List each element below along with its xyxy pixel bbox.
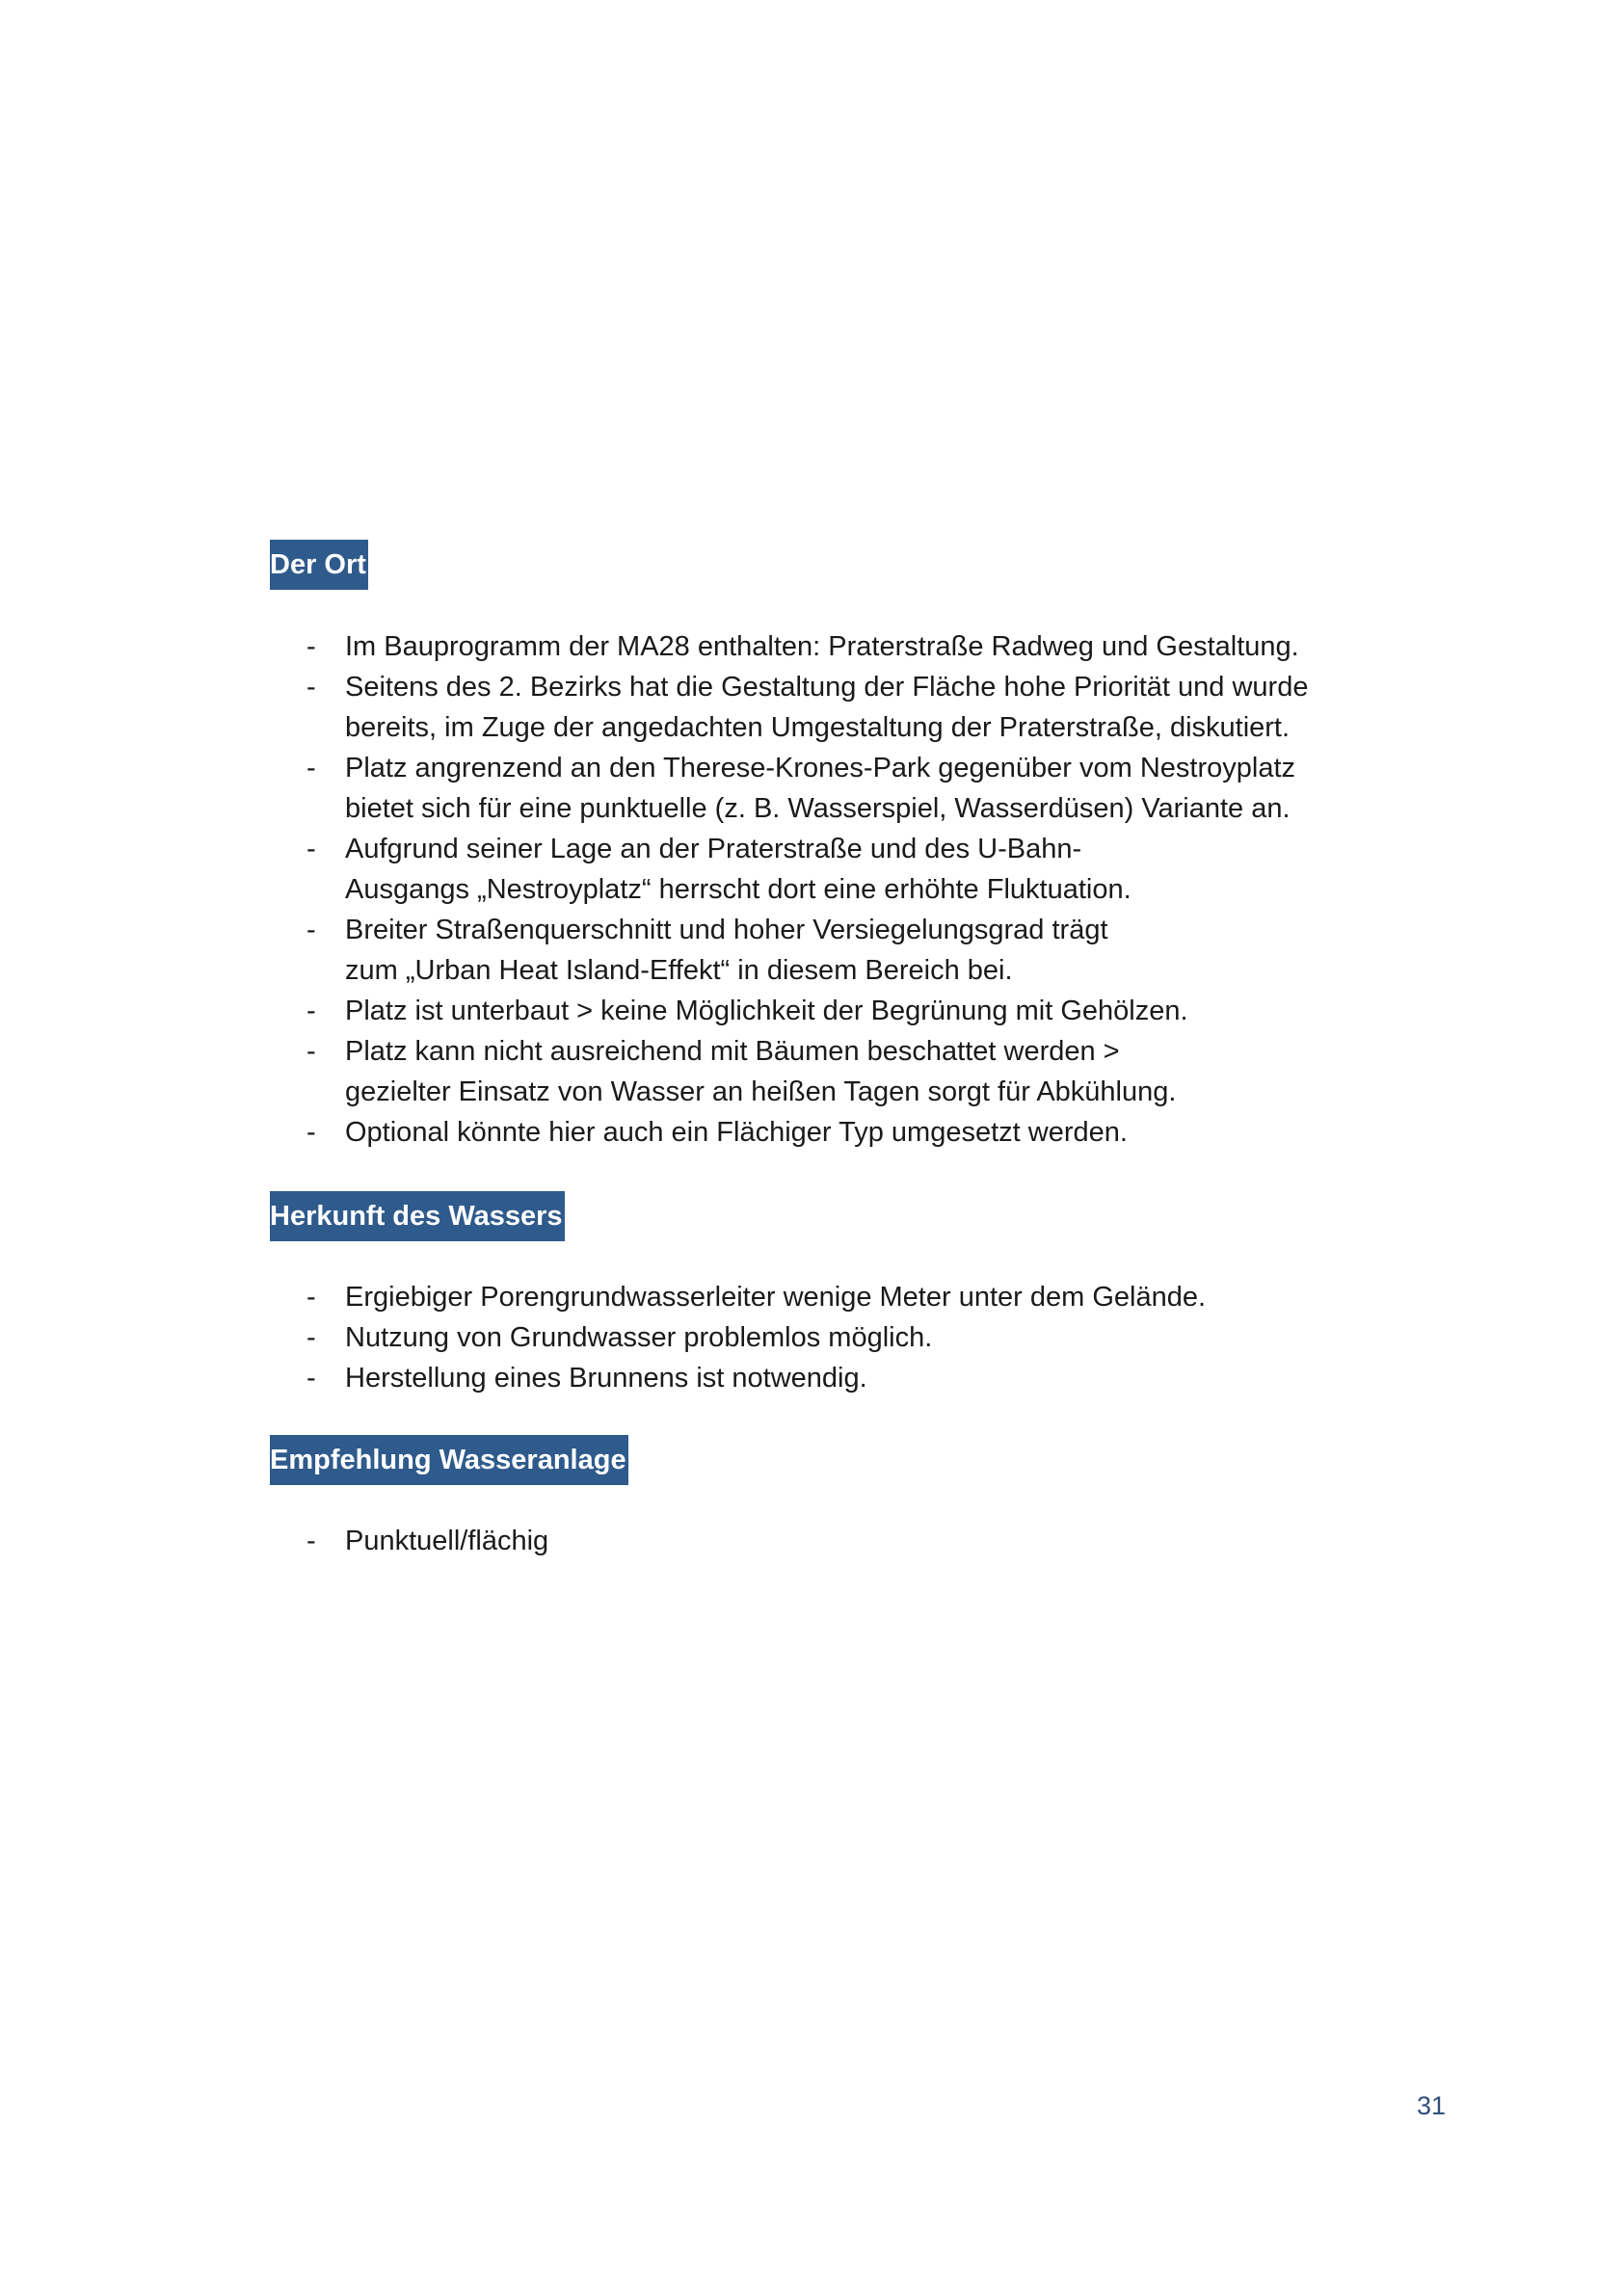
list-item: - Im Bauprogramm der MA28 enthalten: Praterstraße Radweg und Gestaltung. [306, 626, 1308, 667]
bullet-list-der-ort [306, 626, 1308, 1153]
list-item: - Platz ist unterbaut > keine Möglichkeit der Begrünung mit Gehölzen. [306, 991, 1308, 1031]
bullet-dash: - [306, 1322, 316, 1353]
bullet-list-empfehlung [306, 1521, 548, 1561]
page-number: 31 [1416, 2091, 1446, 2120]
bullet-dash: - [306, 834, 316, 864]
bullet-dash: - [306, 996, 316, 1026]
list-item: - Herstellung eines Brunnens ist notwendig. [306, 1358, 1206, 1398]
bullet-dash: - [306, 1117, 316, 1148]
bullet-dash: - [306, 1282, 316, 1313]
bullet-dash: - [306, 1526, 316, 1556]
list-item: - Ergiebiger Porengrundwasserleiter wenige Meter unter dem Gelände. [306, 1277, 1206, 1317]
section-heading-herkunft-des-wassers: Herkunft des Wassers [270, 1191, 565, 1241]
bullet-dash: - [306, 1036, 316, 1067]
list-item: - Platz angrenzend an den Therese-Krones-Park gegenüber vom Nestroyplatz bietet sich für eine punktuelle (z. B. Wasserspiel, Wasserdüsen) Variante an. [306, 748, 1308, 829]
list-item: - Platz kann nicht ausreichend mit Bäumen beschattet werden > gezielter Einsatz von Wasser an heißen Tagen sorgt für Abkühlung. [306, 1031, 1308, 1112]
section-heading-empfehlung-wasseranlage: Empfehlung Wasseranlage [270, 1435, 628, 1485]
bullet-dash: - [306, 631, 316, 662]
bullet-dash: - [306, 1363, 316, 1394]
bullet-list-herkunft [306, 1277, 1206, 1398]
list-item: - Nutzung von Grundwasser problemlos möglich. [306, 1317, 1206, 1358]
bullet-dash: - [306, 915, 316, 945]
list-item: - Aufgrund seiner Lage an der Praterstraße und des U-Bahn- Ausgangs „Nestroyplatz“ herrscht dort eine erhöhte Fluktuation. [306, 829, 1308, 910]
list-item: - Optional könnte hier auch ein Flächiger Typ umgesetzt werden. [306, 1112, 1308, 1153]
list-item: - Breiter Straßenquerschnitt und hoher Versiegelungsgrad trägt zum „Urban Heat Island-Effekt“ in diesem Bereich bei. [306, 910, 1308, 991]
section-heading-der-ort: Der Ort [270, 540, 368, 590]
bullet-dash: - [306, 672, 316, 703]
list-item: - Punktuell/flächig [306, 1521, 548, 1561]
bullet-dash: - [306, 753, 316, 783]
list-item: - Seitens des 2. Bezirks hat die Gestaltung der Fläche hohe Priorität und wurde bereits, im Zuge der angedachten Umgestaltung der Praterstraße, diskutiert. [306, 667, 1308, 748]
